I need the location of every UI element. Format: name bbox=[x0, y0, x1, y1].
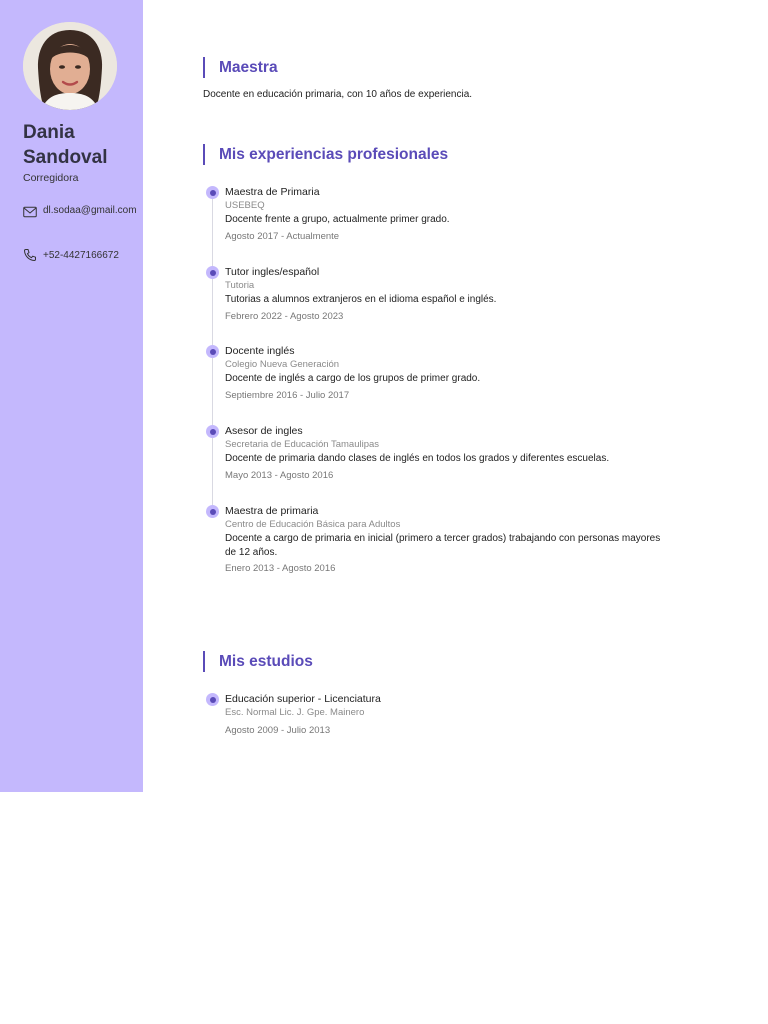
job-description: Docente de primaria dando clases de inglés en todos los grados y diferentes escuelas. bbox=[225, 453, 610, 464]
education-title: Mis estudios bbox=[203, 651, 313, 672]
location: Corregidora bbox=[23, 172, 79, 184]
school-name: Esc. Normal Lic. J. Gpe. Mainero bbox=[225, 707, 365, 718]
phone-icon bbox=[23, 248, 37, 262]
job-description: Tutorias a alumnos extranjeros en el idioma español e inglés. bbox=[225, 294, 497, 305]
job-organization: USEBEQ bbox=[225, 200, 265, 211]
job-dates: Septiembre 2016 - Julio 2017 bbox=[225, 390, 350, 401]
first-name: Dania bbox=[23, 122, 75, 143]
job-title: Docente inglés bbox=[225, 345, 295, 357]
job-dates: Febrero 2022 - Agosto 2023 bbox=[225, 311, 344, 322]
timeline-dot bbox=[206, 186, 219, 199]
study-dates: Agosto 2009 - Julio 2013 bbox=[225, 725, 331, 736]
job-title: Maestra de Primaria bbox=[225, 186, 320, 198]
job-description: Docente a cargo de primaria en inicial (primero a tercer grados) trabajando con personas mayores de 12 años. bbox=[225, 533, 661, 558]
mail-icon bbox=[23, 206, 37, 218]
phone-number[interactable]: +52-4427166672 bbox=[43, 250, 119, 261]
experience-title: Mis experiencias profesionales bbox=[203, 144, 448, 165]
sidebar bbox=[0, 0, 143, 792]
job-organization: Centro de Educación Básica para Adultos bbox=[225, 519, 401, 530]
job-dates: Enero 2013 - Agosto 2016 bbox=[225, 563, 336, 574]
summary-text: Docente en educación primaria, con 10 años de experiencia. bbox=[203, 89, 473, 100]
job-description: Docente de inglés a cargo de los grupos de primer grado. bbox=[225, 373, 481, 384]
job-dates: Agosto 2017 - Actualmente bbox=[225, 231, 340, 242]
avatar bbox=[23, 22, 117, 110]
full-name bbox=[23, 120, 138, 170]
job-title: Asesor de ingles bbox=[225, 425, 303, 437]
avatar-photo bbox=[23, 22, 117, 110]
timeline-dot bbox=[206, 693, 219, 706]
job-description: Docente frente a grupo, actualmente primer grado. bbox=[225, 214, 450, 225]
email-address[interactable]: dl.sodaa@gmail.com bbox=[43, 205, 137, 216]
job-title: Maestra de primaria bbox=[225, 505, 319, 517]
timeline-dot bbox=[206, 425, 219, 438]
job-organization: Colegio Nueva Generación bbox=[225, 359, 340, 370]
timeline-dot bbox=[206, 505, 219, 518]
job-organization: Tutoria bbox=[225, 280, 255, 291]
timeline-dot bbox=[206, 345, 219, 358]
job-dates: Mayo 2013 - Agosto 2016 bbox=[225, 470, 334, 481]
degree-title: Educación superior - Licenciatura bbox=[225, 693, 381, 705]
job-organization: Secretaria de Educación Tamaulipas bbox=[225, 439, 380, 450]
headline-title: Maestra bbox=[203, 57, 278, 78]
job-title: Tutor ingles/español bbox=[225, 266, 320, 278]
last-name: Sandoval bbox=[23, 147, 108, 168]
timeline-dot bbox=[206, 266, 219, 279]
